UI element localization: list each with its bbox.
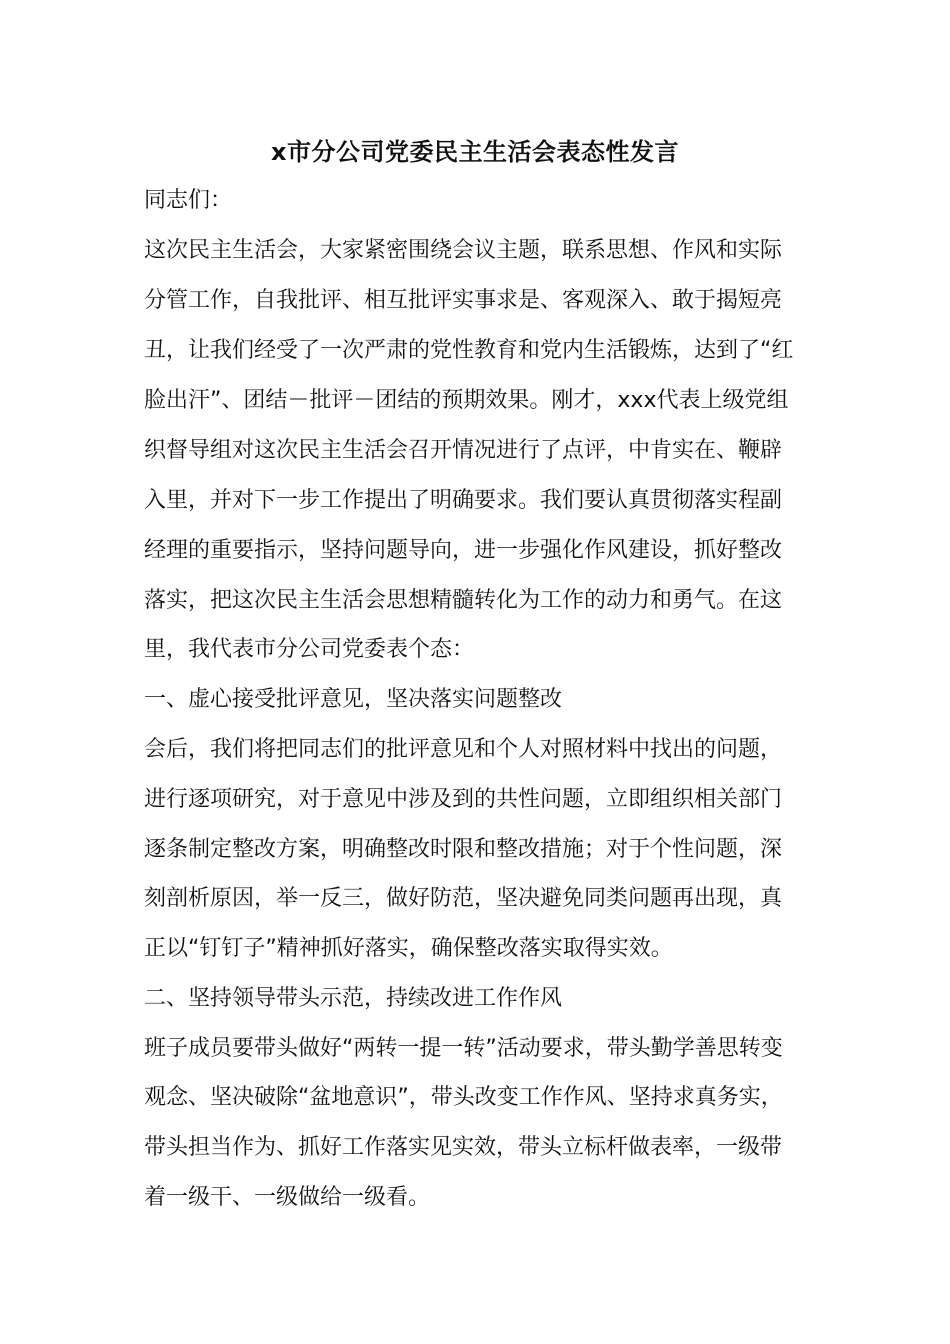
section-heading: 二、坚持领导带头示范，持续改进工作作风 bbox=[144, 986, 563, 1011]
body-line: 这次民主生活会，大家紧密围绕会议主题，联系思想、作风和实际 bbox=[144, 238, 783, 263]
body-line: 里，我代表市分公司党委表个态： bbox=[144, 637, 475, 662]
body-line: 经理的重要指示，坚持问题导向，进一步强化作风建设，抓好整改 bbox=[144, 538, 783, 563]
section-heading: 一、虚心接受批评意见，坚决落实问题整改 bbox=[144, 687, 563, 712]
body-line: 织督导组对这次民主生活会召开情况进行了点评，中肯实在、鞭辟 bbox=[144, 438, 783, 463]
document-title: x市分公司党委民主生活会表态性发言 bbox=[271, 138, 679, 166]
body-line: 正以“钉钉子”精神抓好落实，确保整改落实取得实效。 bbox=[144, 936, 673, 961]
body-line: 班子成员要带头做好“两转一提一转”活动要求，带头勤学善思转变 bbox=[144, 1036, 783, 1061]
body-line: 观念、坚决破除“盆地意识”，带头改变工作作风、坚持求真务实， bbox=[144, 1085, 783, 1110]
body-line: 刻剖析原因，举一反三，做好防范，坚决避免同类问题再出现，真 bbox=[144, 886, 783, 911]
body-line: 逐条制定整改方案，明确整改时限和整改措施；对于个性问题，深 bbox=[144, 837, 783, 862]
body-line: 着一级干、一级做给一级看。 bbox=[144, 1185, 431, 1210]
body-line: 分管工作，自我批评、相互批评实事求是、客观深入、敢于揭短亮 bbox=[144, 288, 783, 313]
salutation: 同志们： bbox=[144, 188, 233, 213]
body-line: 带头担当作为、抓好工作落实见实效，带头立标杆做表率，一级带 bbox=[144, 1135, 783, 1160]
body-line: 进行逐项研究，对于意见中涉及到的共性问题，立即组织相关部门 bbox=[144, 787, 783, 812]
body-line: 脸出汗”、团结－批评－团结的预期效果。刚才，xxx代表上级党组 bbox=[144, 388, 789, 413]
body-line: 入里，并对下一步工作提出了明确要求。我们要认真贯彻落实程副 bbox=[144, 488, 783, 513]
body-line: 丑，让我们经受了一次严肃的党性教育和党内生活锻炼，达到了“红 bbox=[144, 338, 794, 363]
body-line: 会后，我们将把同志们的批评意见和个人对照材料中找出的问题， bbox=[144, 737, 783, 762]
body-line: 落实，把这次民主生活会思想精髓转化为工作的动力和勇气。在这 bbox=[144, 588, 783, 613]
